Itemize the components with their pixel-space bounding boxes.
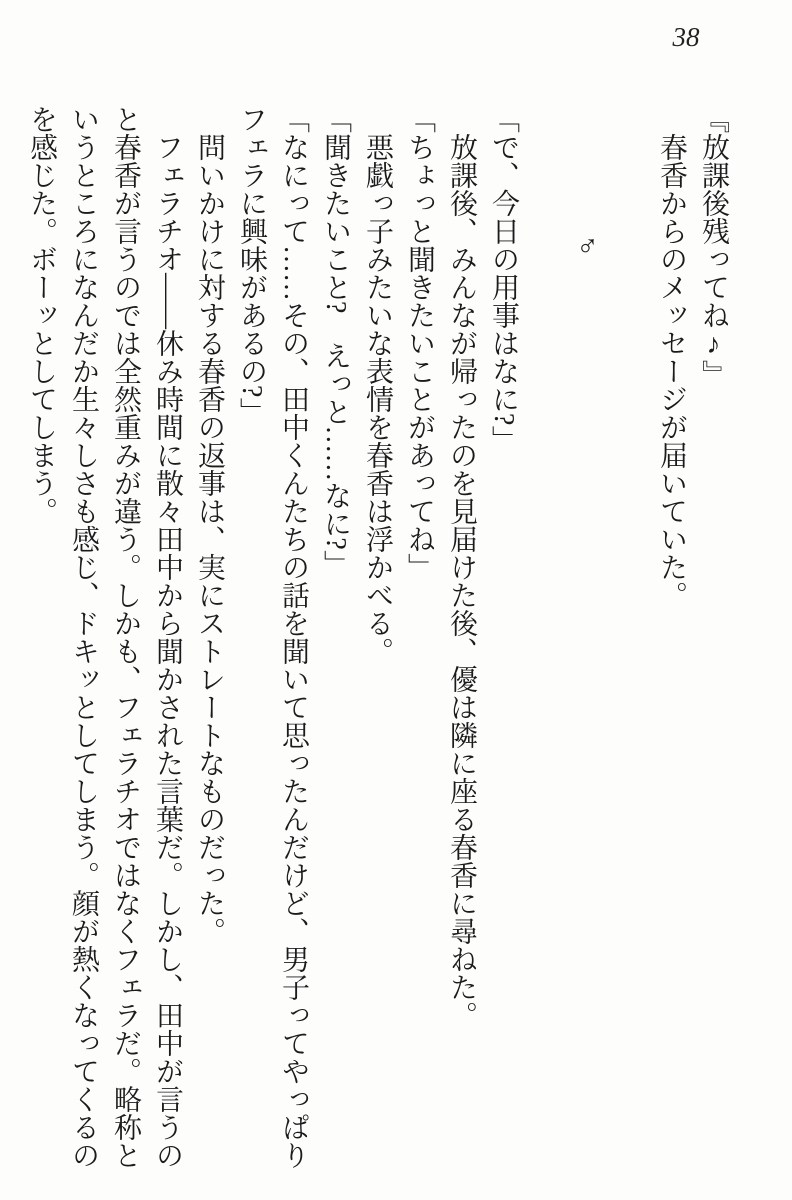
narration-line-final-paragraph: フェラチオ――休み時間に散々田中から聞かされた言葉だ。しかし、田中が言うのと春香が言うのでは全然重みが違う。しかも、フェラチオではなくフェラだ。略称というところになんだか生々しさも感じ、ドキッとしてしまう。顔が熱くなってくるのを感じた。ボーッとしてしまう。 (26, 105, 183, 1169)
narration-line-expression: 悪戯っ子みたいな表情を春香は浮かべる。 (362, 133, 393, 665)
dialogue-line-question: 「で、今日の用事はなに?」 (488, 105, 519, 454)
dialogue-line-long-question: 「なにって……その、田中くんたちの話を聞いて思ったんだけど、男子ってやっぱりフェラに興味があるの?」 (236, 105, 309, 1169)
text-block (20, 105, 734, 1169)
dialogue-line-what-is-it: 「聞きたいこと? えっと……なに?」 (320, 105, 351, 578)
narration-line-after-school: 放課後、みんなが帰ったのを見届けた後、優は隣に座る春香に尋ねた。 (446, 133, 477, 1029)
narration-line-straight-reply: 問いかけに対する春香の返事は、実にストレートなものだった。 (194, 133, 225, 945)
scene-divider (566, 105, 608, 1169)
male-symbol-icon: ♂ (571, 230, 604, 263)
page-number: 38 (672, 22, 700, 52)
dialogue-line-message: 『放課後残ってね♪』 (698, 105, 729, 388)
dialogue-line-want-to-ask: 「ちょっと聞きたいことがあってね」 (404, 105, 435, 581)
narration-line-message-arrived: 春香からのメッセージが届いていた。 (656, 133, 687, 609)
